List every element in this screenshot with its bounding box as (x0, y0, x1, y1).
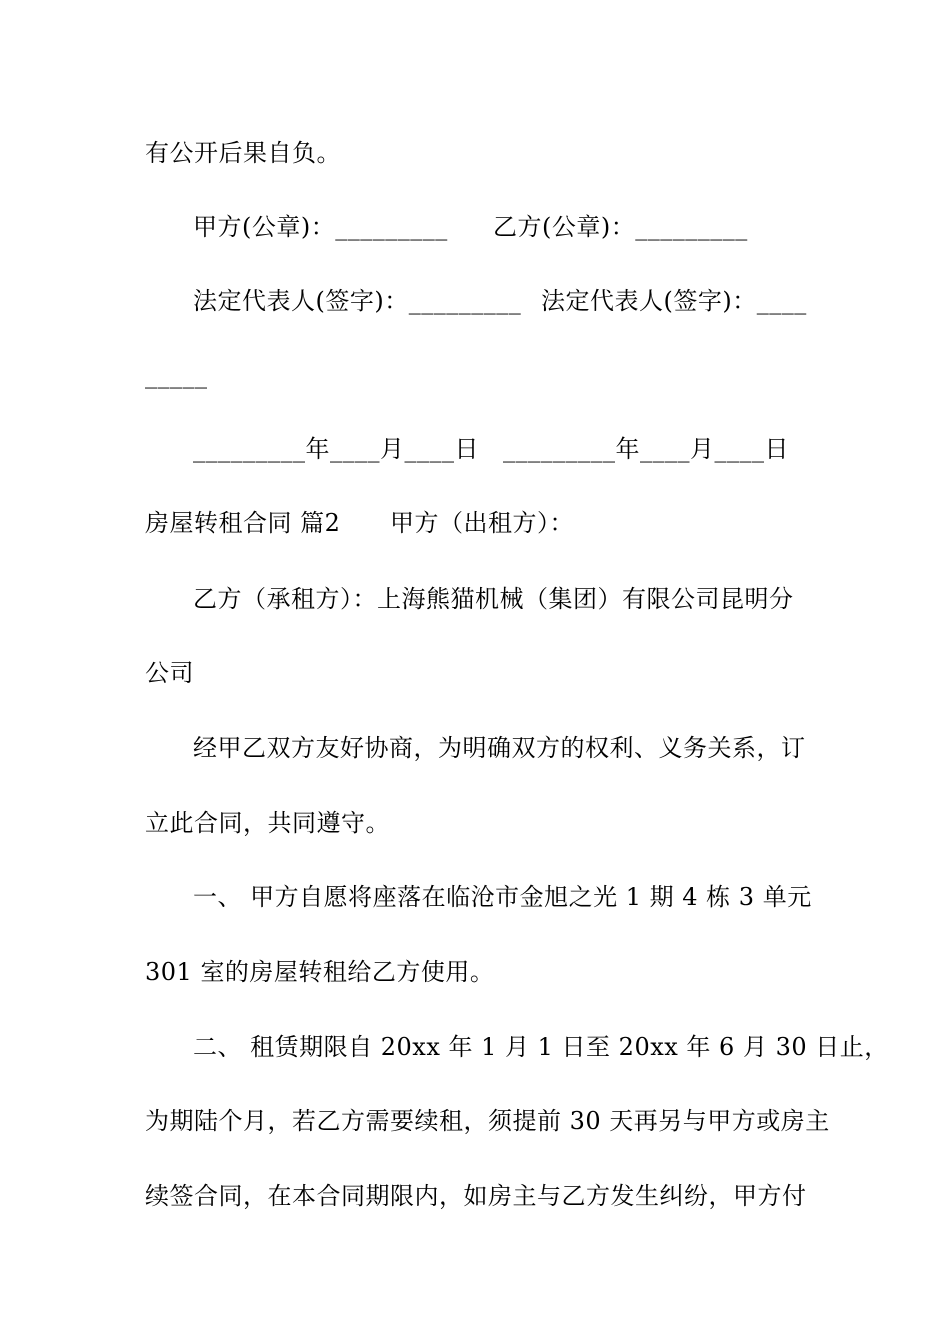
party-a-date-line: _________年____月____日 (193, 435, 479, 463)
clause-one-line-1: 一、 甲方自愿将座落在临沧市金旭之光 1 期 4 栋 3 单元 (193, 883, 812, 911)
party-a-representative-line: 法定代表人(签字)：_________ (193, 287, 522, 315)
text-line-1: 有公开后果自负。 (145, 139, 341, 167)
section-title: 房屋转租合同 篇2 (145, 509, 341, 537)
clause-one-line-2: 301 室的房屋转租给乙方使用。 (145, 958, 495, 986)
party-b-lessee-line: 乙方（承租方）：上海熊猫机械（集团）有限公司昆明分 (193, 585, 794, 613)
clause-two-line-2: 为期陆个月，若乙方需要续租，须提前 30 天再另与甲方或房主 (145, 1107, 830, 1135)
clause-two-line-1: 二、 租赁期限自 20xx 年 1 月 1 日至 20xx 年 6 月 30 日止， (193, 1033, 889, 1061)
paragraph-intro-line-2: 立此合同，共同遵守。 (145, 809, 390, 837)
party-a-lessor-label: 甲方（出租方）： (390, 509, 574, 537)
representative-continuation-line: _____ (145, 361, 208, 389)
party-b-date-line: _________年____月____日 (503, 435, 789, 463)
party-b-representative-line: 法定代表人(签字)：____ (541, 287, 807, 315)
party-b-lessee-continuation: 公司 (145, 659, 194, 687)
party-a-seal-line: 甲方(公章)：_________ (193, 213, 448, 241)
clause-two-line-3: 续签合同，在本合同期限内，如房主与乙方发生纠纷，甲方付 (145, 1182, 807, 1210)
party-b-seal-line: 乙方(公章)：_________ (493, 213, 748, 241)
paragraph-intro-line-1: 经甲乙双方友好协商，为明确双方的权利、义务关系，订 (193, 734, 806, 762)
